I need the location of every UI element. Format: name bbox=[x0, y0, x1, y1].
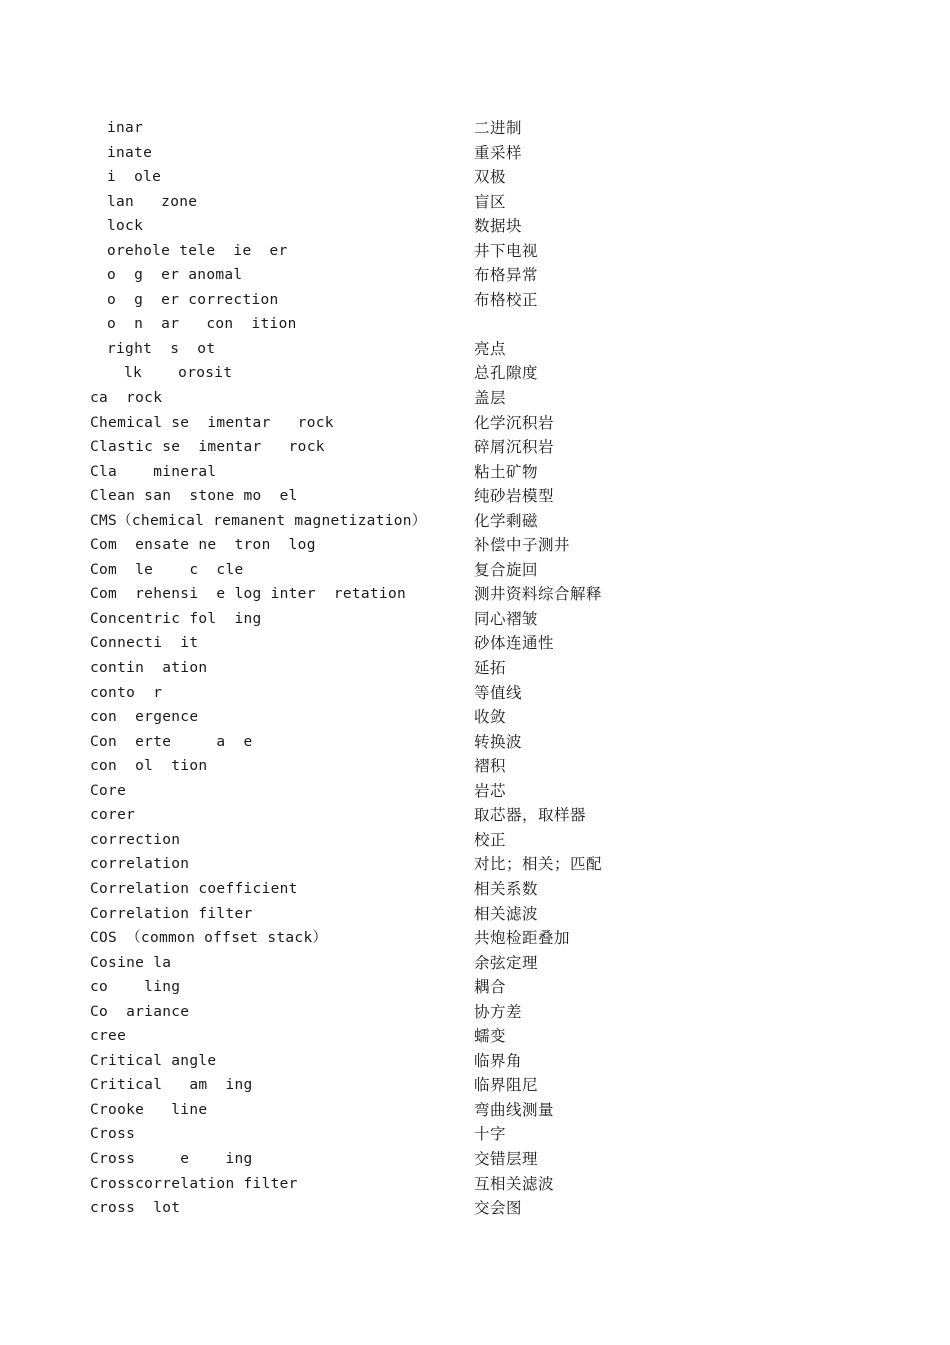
entry-term: Clean san stone mo el bbox=[90, 488, 298, 505]
entry-translation: 重采样 bbox=[474, 143, 523, 162]
glossary-entry bbox=[0, 1196, 950, 1221]
entry-term: Clastic se imentar rock bbox=[90, 439, 325, 456]
glossary-entry bbox=[0, 1073, 950, 1098]
entry-term: i ole bbox=[107, 169, 162, 186]
entry-translation: 布格校正 bbox=[474, 290, 539, 309]
entry-term: Cross e ing bbox=[90, 1150, 253, 1167]
glossary-entry bbox=[0, 1172, 950, 1197]
glossary-entry bbox=[0, 312, 950, 337]
glossary-list bbox=[0, 116, 950, 1221]
glossary-entry bbox=[0, 411, 950, 436]
glossary-entry bbox=[0, 533, 950, 558]
entry-translation: 碎屑沉积岩 bbox=[474, 438, 555, 457]
entry-term: Com ensate ne tron log bbox=[90, 537, 316, 554]
glossary-entry bbox=[0, 681, 950, 706]
entry-translation: 井下电视 bbox=[474, 241, 539, 260]
entry-translation: 相关系数 bbox=[474, 879, 539, 898]
entry-translation: 补偿中子测井 bbox=[474, 536, 571, 555]
glossary-entry bbox=[0, 263, 950, 288]
entry-translation: 测井资料综合解释 bbox=[474, 585, 603, 604]
glossary-entry bbox=[0, 1024, 950, 1049]
entry-translation: 盖层 bbox=[474, 389, 507, 408]
entry-term: cross lot bbox=[90, 1200, 181, 1217]
entry-term: CMS（chemical remanent magnetization） bbox=[90, 512, 427, 529]
glossary-entry bbox=[0, 705, 950, 730]
entry-term: Con erte a e bbox=[90, 733, 253, 750]
entry-translation: 总孔隙度 bbox=[474, 364, 539, 383]
entry-term: o g er correction bbox=[107, 291, 279, 308]
entry-translation: 取芯器，取样器 bbox=[474, 806, 587, 825]
glossary-entry bbox=[0, 951, 950, 976]
entry-translation: 粘土矿物 bbox=[474, 462, 539, 481]
entry-term: o n ar con ition bbox=[107, 316, 297, 333]
entry-translation: 对比；相关；匹配 bbox=[474, 855, 603, 874]
entry-term: inate bbox=[107, 144, 153, 161]
entry-term: con ol tion bbox=[90, 758, 208, 775]
glossary-entry bbox=[0, 656, 950, 681]
entry-term: Co ariance bbox=[90, 1003, 190, 1020]
entry-translation: 化学剩磁 bbox=[474, 511, 539, 530]
entry-translation: 共炮检距叠加 bbox=[474, 929, 571, 948]
entry-translation: 相关滤波 bbox=[474, 904, 539, 923]
glossary-entry bbox=[0, 730, 950, 755]
entry-term: Correlation coefficient bbox=[90, 880, 298, 897]
entry-translation: 弯曲线测量 bbox=[474, 1100, 555, 1119]
glossary-entry bbox=[0, 214, 950, 239]
entry-term: Com le c cle bbox=[90, 561, 244, 578]
entry-translation: 数据块 bbox=[474, 217, 523, 236]
glossary-entry bbox=[0, 582, 950, 607]
glossary-entry bbox=[0, 361, 950, 386]
entry-translation: 交会图 bbox=[474, 1199, 523, 1218]
entry-term: Critical am ing bbox=[90, 1077, 253, 1094]
entry-term: inar bbox=[107, 120, 144, 136]
entry-translation: 复合旋回 bbox=[474, 560, 539, 579]
entry-term: Crosscorrelation filter bbox=[90, 1175, 298, 1192]
entry-translation: 等值线 bbox=[474, 683, 523, 702]
glossary-entry bbox=[0, 828, 950, 853]
entry-term: COS （common offset stack） bbox=[90, 930, 328, 947]
entry-translation: 化学沉积岩 bbox=[474, 413, 555, 432]
entry-term: lock bbox=[107, 218, 144, 235]
glossary-entry bbox=[0, 288, 950, 313]
entry-term: corer bbox=[90, 807, 136, 824]
entry-term: Cla mineral bbox=[90, 463, 217, 480]
entry-translation: 岩芯 bbox=[474, 781, 507, 800]
entry-translation: 转换波 bbox=[474, 732, 523, 751]
entry-translation: 临界阻尼 bbox=[474, 1076, 539, 1095]
glossary-entry bbox=[0, 926, 950, 951]
entry-term: Correlation filter bbox=[90, 905, 253, 922]
glossary-entry bbox=[0, 754, 950, 779]
entry-term: o g er anomal bbox=[107, 267, 243, 284]
glossary-entry bbox=[0, 1122, 950, 1147]
entry-translation: 盲区 bbox=[474, 192, 507, 211]
entry-term: Crooke line bbox=[90, 1101, 208, 1118]
glossary-entry bbox=[0, 877, 950, 902]
entry-term: contin ation bbox=[90, 660, 208, 677]
entry-translation: 布格异常 bbox=[474, 266, 539, 285]
entry-term: Cosine la bbox=[90, 954, 172, 971]
entry-translation: 互相关滤波 bbox=[474, 1174, 555, 1193]
entry-term: conto r bbox=[90, 684, 163, 701]
entry-term: Concentric fol ing bbox=[90, 610, 262, 627]
entry-term: Connecti it bbox=[90, 635, 199, 652]
entry-translation: 二进制 bbox=[474, 119, 523, 137]
entry-term: orehole tele ie er bbox=[107, 242, 288, 259]
entry-translation: 收敛 bbox=[474, 708, 507, 727]
entry-translation: 临界角 bbox=[474, 1051, 523, 1070]
glossary-entry bbox=[0, 1147, 950, 1172]
entry-translation: 同心褶皱 bbox=[474, 609, 539, 628]
glossary-entry bbox=[0, 435, 950, 460]
entry-translation: 双极 bbox=[474, 168, 507, 187]
glossary-entry bbox=[0, 509, 950, 534]
entry-translation: 耦合 bbox=[474, 978, 507, 997]
glossary-entry bbox=[0, 141, 950, 166]
glossary-entry bbox=[0, 460, 950, 485]
glossary-entry bbox=[0, 631, 950, 656]
glossary-entry bbox=[0, 337, 950, 362]
entry-term: cree bbox=[90, 1028, 127, 1045]
entry-translation: 砂体连通性 bbox=[474, 634, 555, 653]
entry-term: Cross bbox=[90, 1126, 136, 1143]
glossary-entry bbox=[0, 779, 950, 804]
entry-term: right s ot bbox=[107, 340, 216, 357]
entry-translation: 纯砂岩模型 bbox=[474, 487, 555, 506]
entry-term: ca rock bbox=[90, 390, 163, 407]
entry-term: Critical angle bbox=[90, 1052, 217, 1069]
glossary-entry bbox=[0, 1098, 950, 1123]
entry-term: con ergence bbox=[90, 709, 199, 726]
glossary-entry bbox=[0, 852, 950, 877]
entry-term: Core bbox=[90, 782, 127, 799]
glossary-entry bbox=[0, 975, 950, 1000]
entry-term: Com rehensi e log inter retation bbox=[90, 586, 407, 603]
glossary-entry bbox=[0, 165, 950, 190]
glossary-entry bbox=[0, 607, 950, 632]
entry-translation: 交错层理 bbox=[474, 1149, 539, 1168]
glossary-entry bbox=[0, 1049, 950, 1074]
glossary-entry bbox=[0, 803, 950, 828]
glossary-entry bbox=[0, 386, 950, 411]
entry-translation: 褶积 bbox=[474, 757, 507, 776]
entry-translation: 蠕变 bbox=[474, 1027, 507, 1046]
glossary-entry bbox=[0, 558, 950, 583]
entry-translation: 协方差 bbox=[474, 1002, 523, 1021]
entry-term: correlation bbox=[90, 856, 190, 873]
entry-term: correction bbox=[90, 831, 181, 848]
entry-term: co ling bbox=[90, 979, 181, 996]
glossary-entry bbox=[0, 116, 950, 141]
glossary-entry bbox=[0, 239, 950, 264]
entry-translation: 延拓 bbox=[474, 659, 507, 678]
entry-translation: 校正 bbox=[474, 830, 507, 849]
entry-translation: 亮点 bbox=[474, 339, 507, 358]
entry-translation: 十字 bbox=[474, 1125, 507, 1144]
glossary-entry bbox=[0, 190, 950, 215]
glossary-entry bbox=[0, 902, 950, 927]
entry-term: Chemical se imentar rock bbox=[90, 414, 334, 431]
glossary-entry bbox=[0, 1000, 950, 1025]
entry-term: lk orosit bbox=[124, 365, 233, 382]
glossary-entry bbox=[0, 484, 950, 509]
entry-translation: 余弦定理 bbox=[474, 953, 539, 972]
entry-term: lan zone bbox=[107, 193, 198, 210]
